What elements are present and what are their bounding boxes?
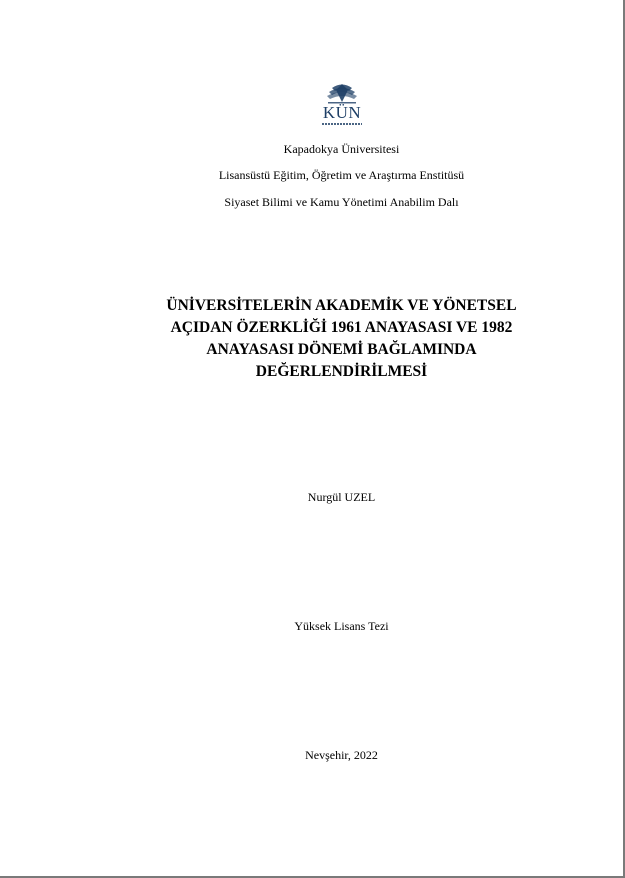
place-and-date: Nevşehir, 2022 <box>305 748 378 762</box>
thesis-title-line-4: DEĞERLENDİRİLMESİ <box>255 363 428 380</box>
university-name: Kapadokya Üniversitesi <box>283 142 400 156</box>
thesis-title-line-3: ANAYASASI DÖNEMİ BAĞLAMINDA <box>206 341 477 358</box>
thesis-type: Yüksek Lisans Tezi <box>294 619 389 633</box>
thesis-title-line-2: AÇIDAN ÖZERKLİĞİ 1961 ANAYASASI VE 1982 <box>170 319 513 336</box>
institute-name: Lisansüstü Eğitim, Öğretim ve Araştırma Enstitüsü <box>218 168 465 182</box>
logo-tagline-mark <box>316 123 368 126</box>
thesis-title-line-1: ÜNİVERSİTELERİN AKADEMİK VE YÖNETSEL <box>166 297 517 314</box>
author-name: Nurgül UZEL <box>307 490 376 504</box>
thesis-title <box>130 295 553 383</box>
department-name: Siyaset Bilimi ve Kamu Yönetimi Anabilim Dalı <box>224 195 459 209</box>
logo-wordmark: KÜN <box>322 103 362 122</box>
